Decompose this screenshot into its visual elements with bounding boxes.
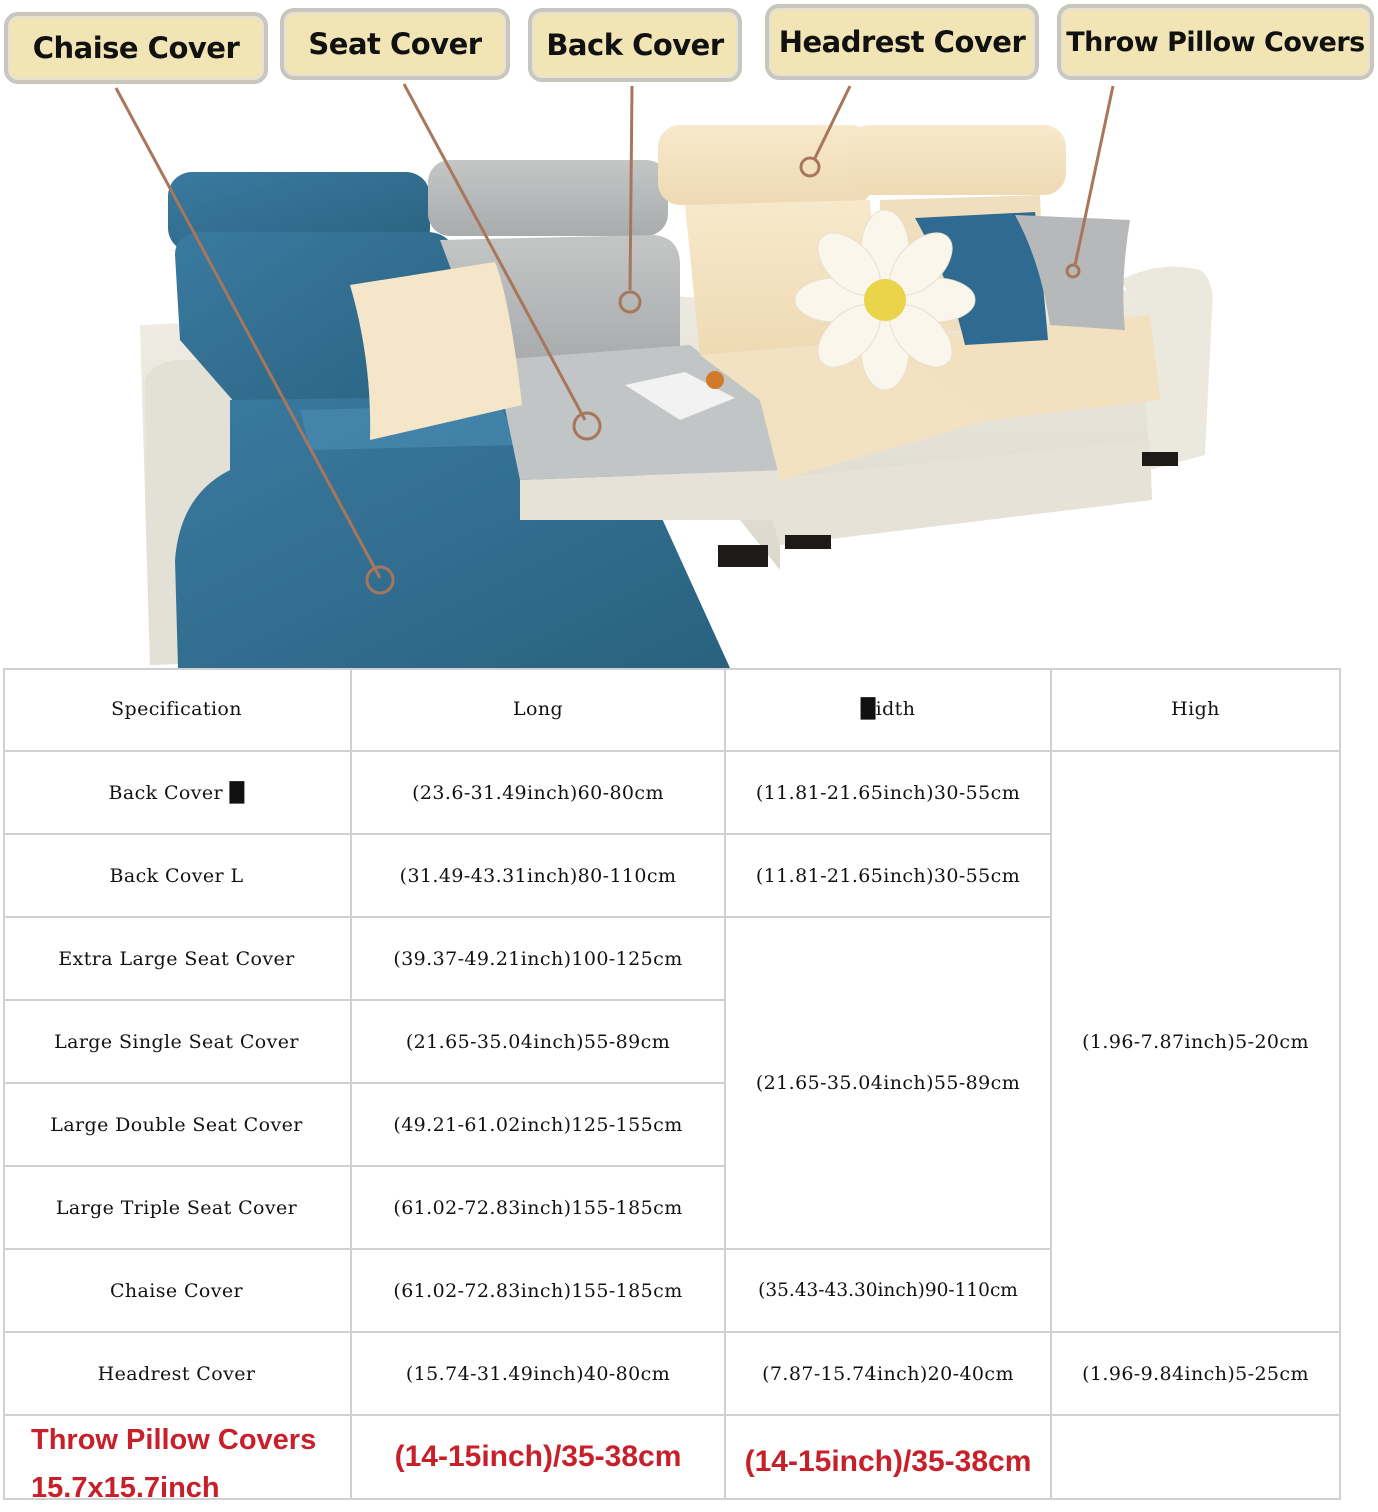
pillow-width-cell: (14-15inch)/35-38cm xyxy=(726,1416,1052,1500)
width-cell: (7.87-15.74inch)20-40cm xyxy=(726,1333,1052,1416)
long-cell: (23.6-31.49inch)60-80cm xyxy=(352,752,726,835)
label-seat-cover-text: Seat Cover xyxy=(308,27,482,61)
seat-width-merged-cell: (21.65-35.04inch)55-89cm xyxy=(726,918,1052,1250)
daisy-pillow xyxy=(795,210,975,390)
label-headrest-cover xyxy=(765,4,1039,80)
label-throw-pillow-covers xyxy=(1057,4,1374,80)
pillow-high-cell xyxy=(1052,1416,1341,1500)
spec-cell: Back Cover █ xyxy=(3,752,352,835)
spec-cell: Back Cover L xyxy=(3,835,352,918)
main-high-merged-cell: (1.96-7.87inch)5-20cm xyxy=(1052,752,1341,1333)
long-cell: (61.02-72.83inch)155-185cm xyxy=(352,1250,726,1333)
label-throw-pillow-covers-text: Throw Pillow Covers xyxy=(1066,26,1365,58)
pillow-spec-cell xyxy=(3,1416,352,1504)
spec-cell: Large Double Seat Cover xyxy=(3,1084,352,1167)
spec-cell: Large Triple Seat Cover xyxy=(3,1167,352,1250)
long-cell: (39.37-49.21inch)100-125cm xyxy=(352,918,726,1001)
width-cell: (35.43-43.30inch)90-110cm xyxy=(726,1250,1052,1333)
long-cell: (21.65-35.04inch)55-89cm xyxy=(352,1001,726,1084)
long-cell: (61.02-72.83inch)155-185cm xyxy=(352,1167,726,1250)
label-back-cover-text: Back Cover xyxy=(546,28,724,62)
pillow-spec-line1: Throw Pillow Covers xyxy=(31,1424,317,1456)
label-chaise-cover xyxy=(4,12,268,84)
label-headrest-cover-text: Headrest Cover xyxy=(778,25,1026,59)
size-spec-table xyxy=(3,668,1341,1504)
long-cell: (49.21-61.02inch)125-155cm xyxy=(352,1084,726,1167)
header-width: █idth xyxy=(726,668,1052,752)
spec-cell: Large Single Seat Cover xyxy=(3,1001,352,1084)
sofa-product-illustration xyxy=(0,0,1378,668)
header-long: Long xyxy=(352,668,726,752)
spec-cell: Chaise Cover xyxy=(3,1250,352,1333)
width-cell: (11.81-21.65inch)30-55cm xyxy=(726,752,1052,835)
high-cell: (1.96-9.84inch)5-25cm xyxy=(1052,1333,1341,1416)
pillow-spec-line2: 15.7x15.7inch xyxy=(31,1472,220,1504)
spec-cell: Headrest Cover xyxy=(3,1333,352,1416)
header-specification: Specification xyxy=(3,668,352,752)
long-cell: (15.74-31.49inch)40-80cm xyxy=(352,1333,726,1416)
spec-cell: Extra Large Seat Cover xyxy=(3,918,352,1001)
pillow-long-cell: (14-15inch)/35-38cm xyxy=(352,1416,726,1500)
label-chaise-cover-text: Chaise Cover xyxy=(32,31,240,65)
width-cell: (11.81-21.65inch)30-55cm xyxy=(726,835,1052,918)
label-back-cover xyxy=(528,8,742,82)
label-seat-cover xyxy=(280,8,510,80)
long-cell: (31.49-43.31inch)80-110cm xyxy=(352,835,726,918)
header-high: High xyxy=(1052,668,1341,752)
